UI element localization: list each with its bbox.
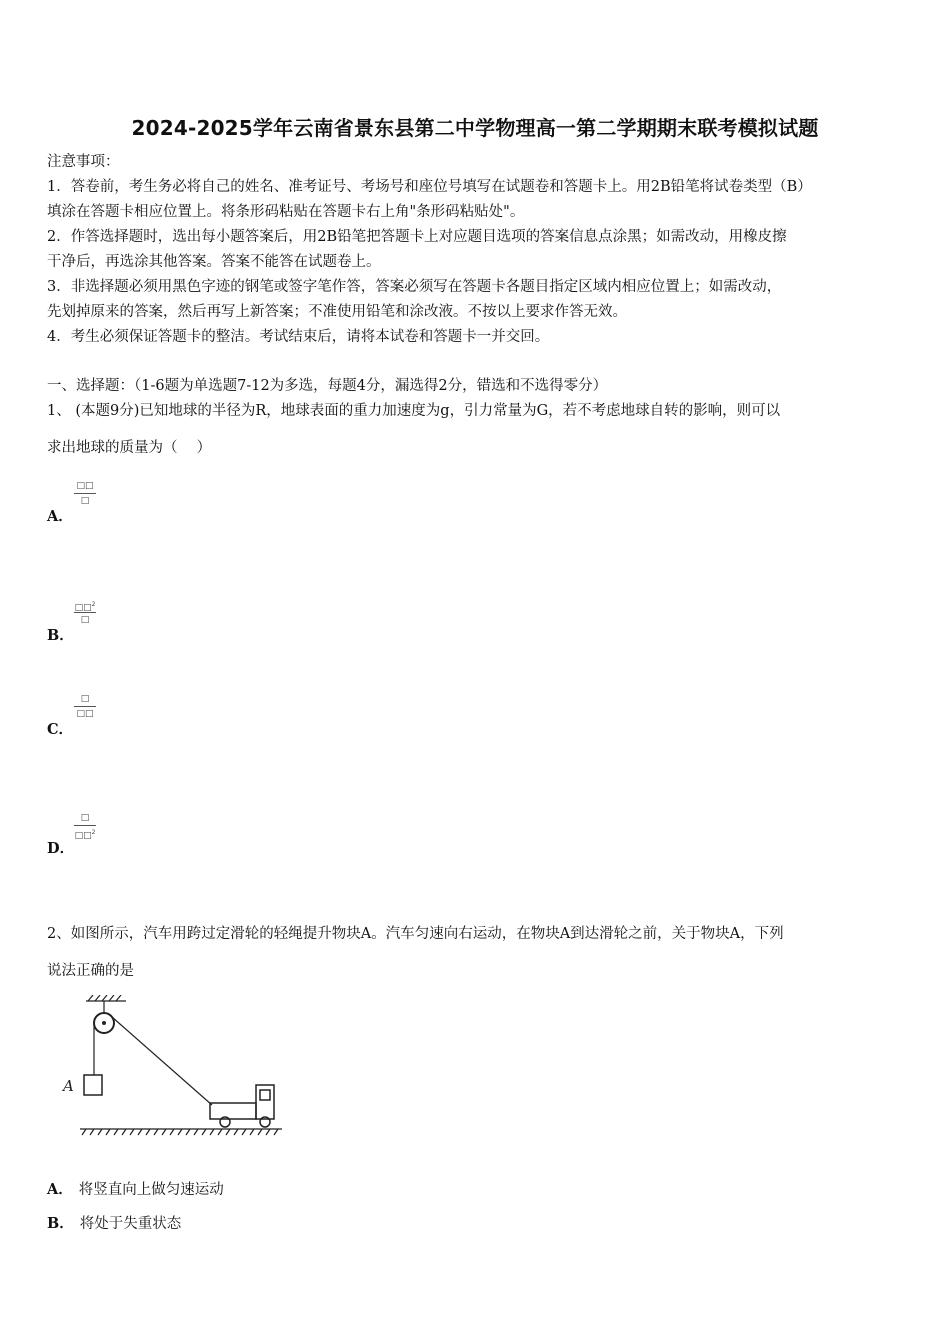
option-a-formula xyxy=(74,480,96,507)
question-2-text: 说法正确的是 xyxy=(47,963,134,979)
ceiling-support xyxy=(86,995,126,1013)
formula-denominator: □□ xyxy=(76,709,94,719)
formula-base: □□ xyxy=(74,831,92,841)
page-title: 2024-2025学年云南省景东县第二中学物理高一第二学期期末联考模拟试题 xyxy=(131,116,819,140)
question-2-option-b xyxy=(47,1212,181,1233)
fraction-bar xyxy=(74,493,96,494)
formula-base: □□ xyxy=(74,603,92,613)
formula-denominator: □ xyxy=(80,615,90,625)
block-a xyxy=(84,1075,102,1095)
section-heading: 一、选择题：（1-6题为单选题7-12为多选，每题4分，漏选得2分，错选和不选得零分） xyxy=(47,378,608,394)
formula-numerator: □ xyxy=(80,694,90,704)
formula-numerator: □□ xyxy=(76,481,94,491)
option-b-formula xyxy=(74,599,96,626)
formula-exponent: 2 xyxy=(91,829,96,836)
notice-line: 填涂在答题卡相应位置上。将条形码粘贴在答题卡右上角"条形码粘贴处"。 xyxy=(47,204,525,220)
option-b-label: B． xyxy=(47,627,74,644)
option-c-formula xyxy=(74,693,96,720)
question-2-text: 2、如图所示，汽车用跨过定滑轮的轻绳提升物块A。汽车匀速向右运动，在物块A到达滑轮之前，关于物块A，下列 xyxy=(47,926,784,942)
notice-line: 1．答卷前，考生务必将自己的姓名、准考证号、考场号和座位号填写在试题卷和答题卡上。用2B铅笔将试卷类型（B） xyxy=(47,179,812,195)
notice-line: 先划掉原来的答案，然后再写上新答案；不准使用铅笔和涂改液。不按以上要求作答无效。 xyxy=(47,304,627,320)
option-a-label: A． xyxy=(47,508,73,525)
notice-heading: 注意事项： xyxy=(47,154,120,170)
notice-line: 3．非选择题必须用黑色字迹的钢笔或签字笔作答，答案必须写在答题卡各题目指定区域内相应位置上；如需改动， xyxy=(47,279,782,295)
rope-slanted xyxy=(112,1017,212,1105)
option-text: 将处于失重状态 xyxy=(79,1216,182,1232)
formula-denominator xyxy=(74,827,96,839)
option-label: A． xyxy=(47,1181,73,1198)
formula-numerator: □ xyxy=(80,813,90,823)
question-1-text: 求出地球的质量为（ ） xyxy=(47,440,212,456)
formula-numerator xyxy=(74,599,96,611)
option-d-formula xyxy=(74,812,96,839)
formula-denominator: □ xyxy=(80,496,90,506)
notice-line: 2．作答选择题时，选出每小题答案后，用2B铅笔把答题卡上对应题目选项的答案信息点涂黑；如需改动，用橡皮擦 xyxy=(47,229,787,245)
option-text: 将竖直向上做匀速运动 xyxy=(78,1182,224,1198)
pulley-truck-diagram xyxy=(60,995,290,1145)
question-2-option-a xyxy=(47,1178,224,1199)
formula-exponent: 2 xyxy=(91,601,96,608)
ground xyxy=(80,1129,282,1135)
fraction-bar xyxy=(74,706,96,707)
fraction-bar xyxy=(74,825,96,826)
notice-line: 干净后，再选涂其他答案。答案不能答在试题卷上。 xyxy=(47,254,381,270)
pulley-axle xyxy=(102,1021,106,1025)
option-d-label: D． xyxy=(47,840,75,857)
block-a-label: A xyxy=(63,1077,74,1095)
question-1-text: 1、 (本题9分)已知地球的半径为R，地球表面的重力加速度为g，引力常量为G，若不考虑地球自转的影响，则可以 xyxy=(47,403,781,419)
truck xyxy=(210,1085,274,1127)
option-label: B． xyxy=(47,1215,74,1232)
option-c-label: C． xyxy=(47,721,74,738)
notice-line: 4．考生必须保证答题卡的整洁。考试结束后，请将本试卷和答题卡一并交回。 xyxy=(47,329,550,345)
